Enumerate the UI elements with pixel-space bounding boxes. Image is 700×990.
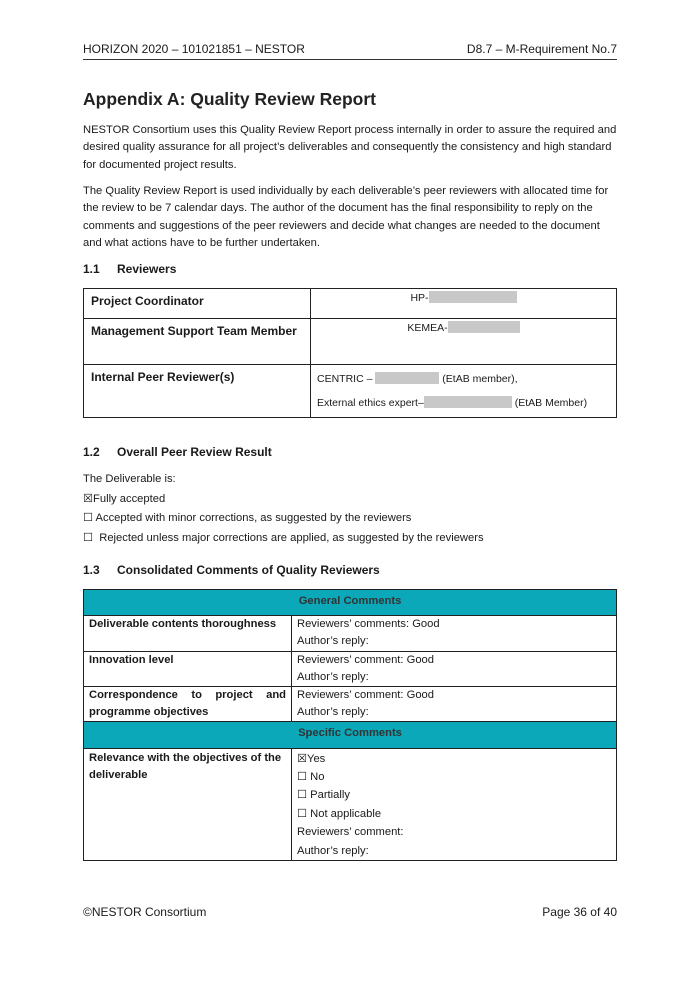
criterion-values: Reviewers’ comment: Good Author’s reply: [292,687,617,722]
criterion-values: Reviewers’ comments: Good Author’s reply: [292,616,617,651]
header-deliverable: D8.7 – M-Requirement No.7 [466,42,617,56]
unchecked-box-icon: ☐ [297,807,308,820]
unchecked-box-icon: ☐ [297,771,308,784]
criterion-values: Reviewers’ comment: Good Author’s reply: [292,651,617,686]
table-row [84,365,617,418]
checked-box-icon: ☒ [83,492,94,505]
page-header [83,41,617,60]
unchecked-box-icon: ☐ [83,531,94,544]
table-row [84,651,617,686]
checked-box-icon: ☒ [297,752,308,765]
reviewer-label: Management Support Team Member [84,319,311,365]
header-project: HORIZON 2020 – 101021851 – NESTOR [83,42,305,56]
option-no: ☐ No [297,771,325,784]
table-row [84,687,617,722]
option-yes: ☒Yes [297,752,326,765]
table-row [84,616,617,651]
table-row [84,319,617,365]
reviewer-value: HP- [311,289,617,319]
redacted-name [424,396,512,408]
reviewer-label: Project Coordinator [84,289,311,319]
option-partially: ☐ Partially [297,789,350,802]
reviewer-value: CENTRIC – (EtAB member), External ethics expert– (EtAB Member) [311,365,617,418]
specific-comments-header: Specific Comments [84,722,617,748]
unchecked-box-icon: ☐ [83,512,94,524]
redacted-name [448,321,520,333]
criterion-label: Innovation level [84,651,292,686]
overall-result-list [83,470,484,548]
table-row [84,289,617,319]
reviewers-table [83,288,617,418]
unchecked-box-icon: ☐ [297,789,308,802]
option-rejected: ☐ Rejected unless major corrections are applied, as suggested by the reviewers [83,531,484,544]
page-title: Appendix A: Quality Review Report [83,89,377,109]
criterion-label: Deliverable contents thoroughness [84,616,292,651]
overall-intro: The Deliverable is: [83,473,176,485]
section-consolidated-heading: 1.3 Consolidated Comments of Quality Reviewers [83,563,380,577]
intro-paragraph-1: NESTOR Consortium uses this Quality Review Report process internally in order to assure the required and desired quality assurance for all project’s deliverables and consequently the consistency and high standard for documented project results. [83,124,617,171]
intro-paragraph-2: The Quality Review Report is used individually by each deliverable’s peer reviewers with allocated time for the review to be 7 calendar days. The author of the document has the final responsibility to reply on the comments and suggestions of the peer reviewers and decide what changes are needed to the document and what actions have to be further undertaken. [83,185,609,250]
section-overall-heading: 1.2 Overall Peer Review Result [83,445,272,459]
criterion-label: Relevance with the objectives of the deliverable [84,748,292,860]
redacted-name [429,291,517,303]
option-fully-accepted: ☒Fully accepted [83,492,166,505]
footer-copyright: ©NESTOR Consortium [83,905,207,919]
reviewer-value: KEMEA- [311,319,617,365]
option-minor-corrections: ☐ Accepted with minor corrections, as suggested by the reviewers [83,512,412,524]
section-reviewers-heading: 1.1 Reviewers [83,262,177,276]
reviewer-label: Internal Peer Reviewer(s) [84,365,311,418]
page-number: Page 36 of 40 [542,905,617,919]
table-row [84,590,617,616]
redacted-name [375,372,439,384]
table-row [84,748,617,860]
table-row [84,722,617,748]
criterion-label: Correspondence to project and programme objectives [84,687,292,722]
page-footer [83,905,617,919]
comments-table [83,589,617,861]
general-comments-header: General Comments [84,590,617,616]
criterion-values: ☒Yes ☐ No ☐ Partially ☐ Not applicable Reviewers’ comment: Author’s reply: [292,748,617,860]
option-not-applicable: ☐ Not applicable [297,807,382,820]
